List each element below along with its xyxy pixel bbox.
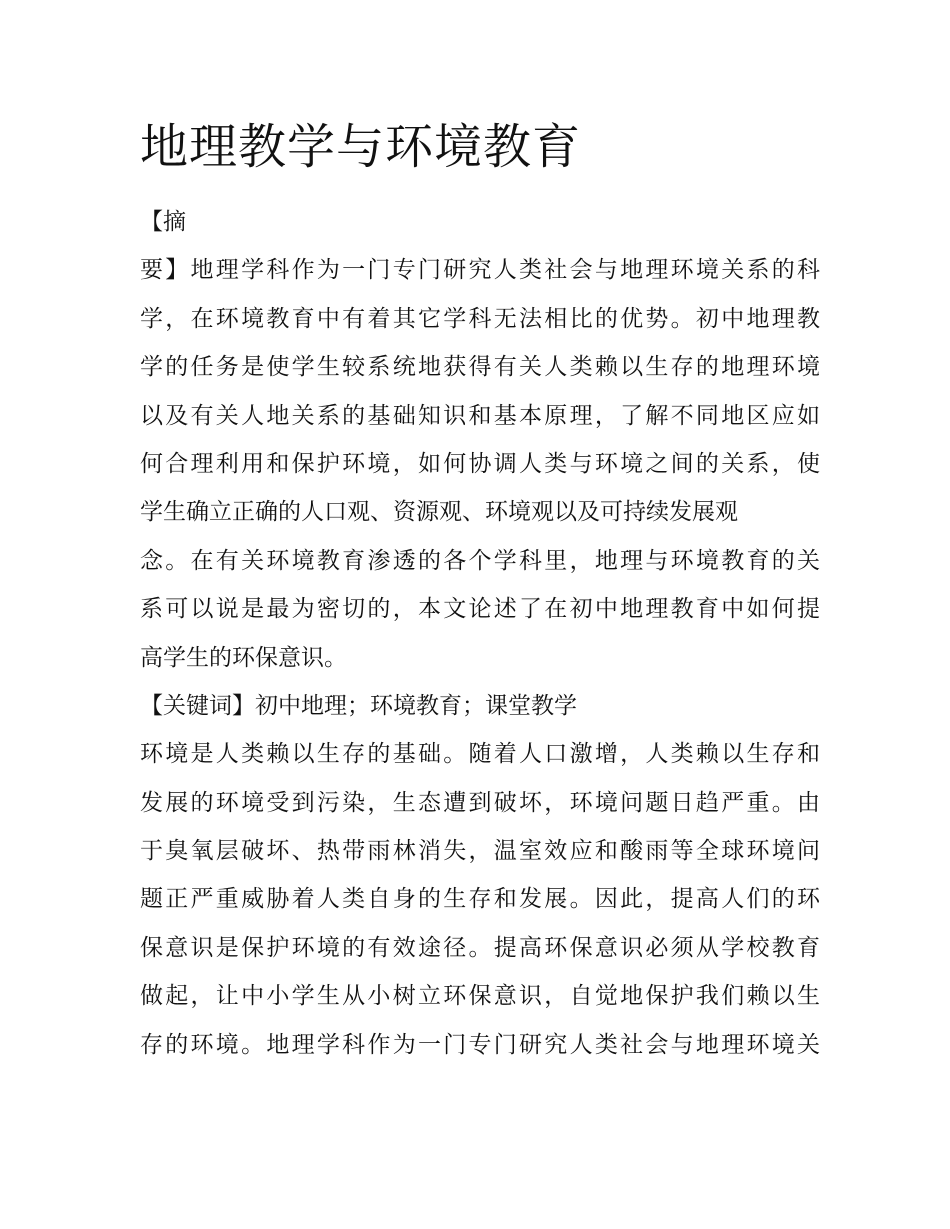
text-line: 于臭氧层破坏、热带雨林消失，温室效应和酸雨等全球环境问 bbox=[140, 838, 820, 865]
text-line: 发展的环境受到污染，生态遭到破坏，环境问题日趋严重。由 bbox=[140, 789, 820, 816]
text-line: 系可以说是最为密切的，本文论述了在初中地理教育中如何提 bbox=[140, 596, 820, 623]
text-line: 以及有关人地关系的基础知识和基本原理，了解不同地区应如 bbox=[140, 402, 820, 429]
document-title: 地理教学与环境教育 bbox=[140, 119, 582, 175]
text-line: 题正严重威胁着人类自身的生存和发展。因此，提高人们的环 bbox=[140, 886, 820, 913]
text-line: 做起，让中小学生从小树立环保意识，自觉地保护我们赖以生 bbox=[140, 983, 820, 1010]
document-body bbox=[140, 198, 820, 1069]
text-line: 高学生的环保意识。 bbox=[140, 644, 347, 671]
text-line: 学生确立正确的人口观、资源观、环境观以及可持续发展观 bbox=[140, 499, 738, 526]
text-line: 学，在环境教育中有着其它学科无法相比的优势。初中地理教 bbox=[140, 305, 820, 332]
text-line: 何合理利用和保护环境，如何协调人类与环境之间的关系，使 bbox=[140, 450, 820, 477]
text-line: 【关键词】初中地理；环境教育；课堂教学 bbox=[140, 692, 577, 719]
text-line: 环境是人类赖以生存的基础。随着人口激增，人类赖以生存和 bbox=[140, 741, 820, 768]
text-line: 要】地理学科作为一门专门研究人类社会与地理环境关系的科 bbox=[140, 257, 820, 284]
text-line: 学的任务是使学生较系统地获得有关人类赖以生存的地理环境 bbox=[140, 354, 820, 381]
text-line: 【摘 bbox=[140, 209, 186, 235]
text-line: 念。在有关环境教育渗透的各个学科里，地理与环境教育的关 bbox=[140, 547, 820, 574]
text-line: 保意识是保护环境的有效途径。提高环保意识必须从学校教育 bbox=[140, 934, 820, 961]
text-line: 存的环境。地理学科作为一门专门研究人类社会与地理环境关 bbox=[140, 1031, 820, 1058]
